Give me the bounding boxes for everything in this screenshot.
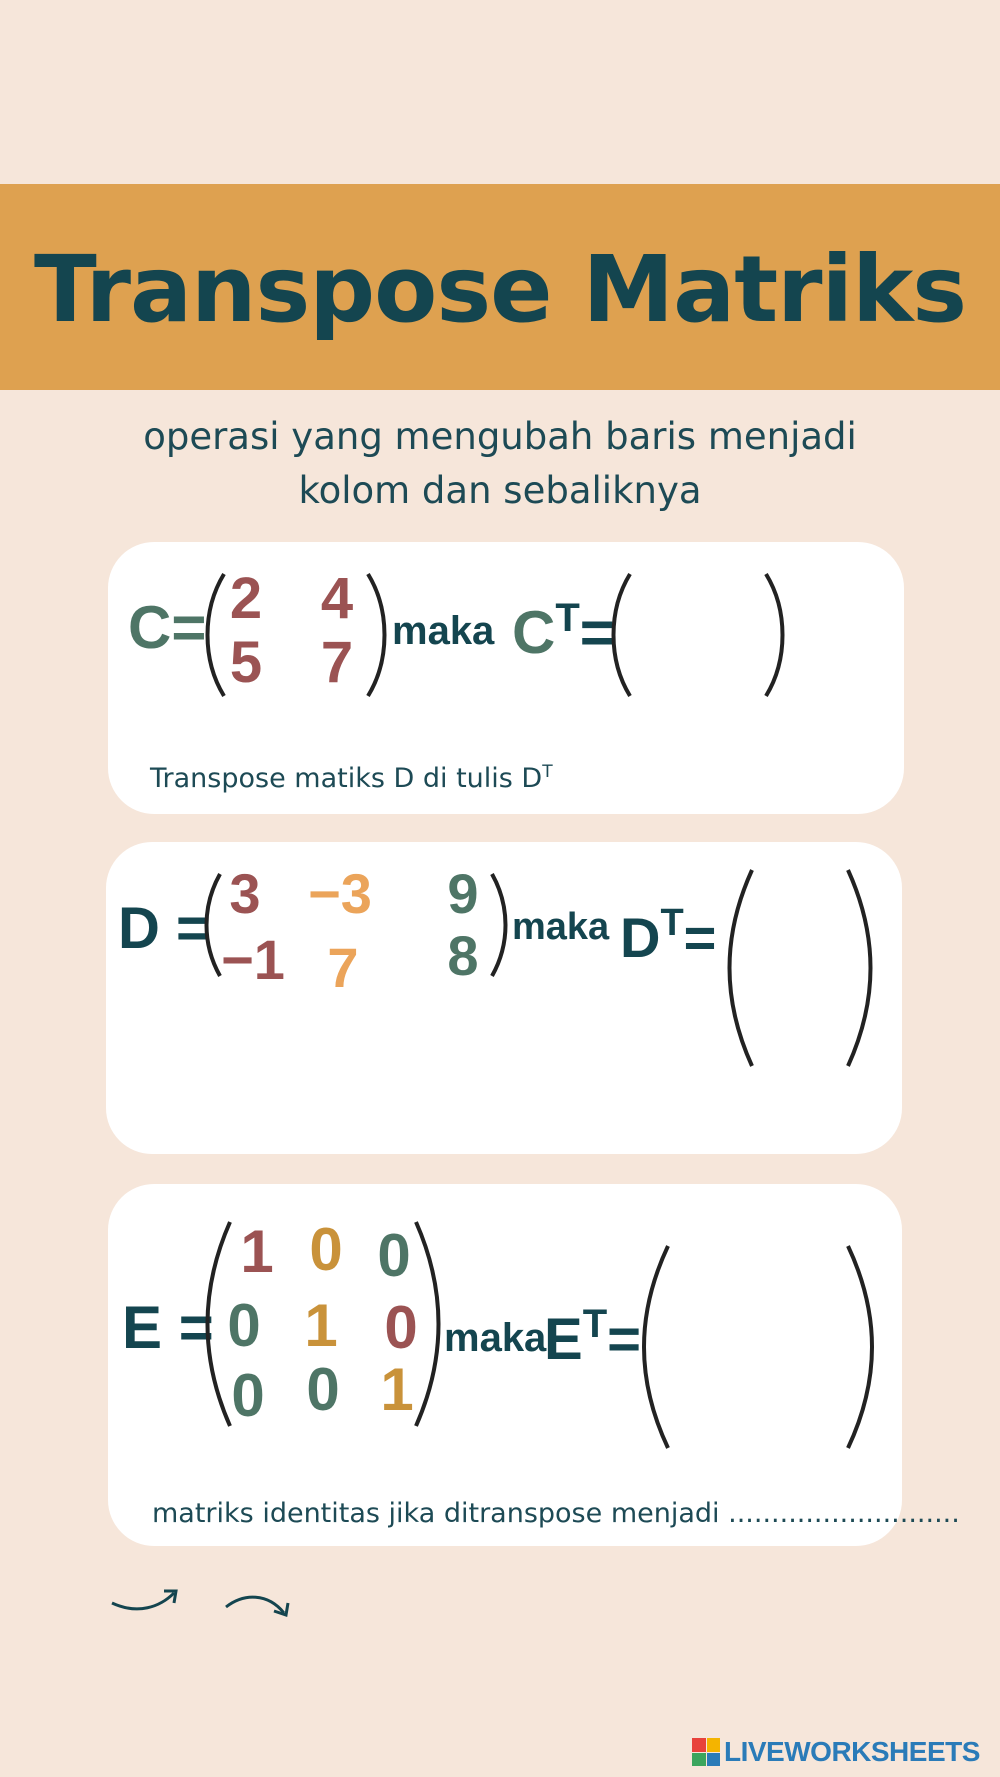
matrix-c-cell: 2 bbox=[229, 566, 263, 631]
matrix-e-cell: 1 bbox=[240, 1218, 274, 1285]
matrix-e-cell: 0 bbox=[306, 1356, 340, 1423]
matrix-d-cell: 8 bbox=[447, 924, 479, 987]
answer-e-left-paren bbox=[632, 1242, 674, 1452]
answer-d-left-paren bbox=[718, 866, 758, 1070]
brand-text: LIVEWORKSHEETS bbox=[724, 1736, 980, 1767]
matrix-c-cell: 5 bbox=[229, 630, 263, 695]
matrix-e-cell: 0 bbox=[309, 1216, 343, 1283]
transpose-e-label bbox=[544, 1302, 641, 1372]
maka-label: maka bbox=[392, 609, 495, 653]
matrix-d-cell: −1 bbox=[221, 928, 285, 991]
liveworksheets-brand bbox=[692, 1736, 980, 1768]
matrix-d-label: D = bbox=[118, 896, 210, 961]
answer-e-input[interactable] bbox=[676, 1256, 836, 1440]
transpose-e-sup: T bbox=[582, 1302, 608, 1346]
transpose-d-equals: = bbox=[683, 906, 717, 969]
answer-c-input[interactable] bbox=[640, 580, 756, 690]
card1-note-sup: T bbox=[542, 762, 553, 782]
transpose-c-label bbox=[512, 596, 615, 666]
matrix-c-cell: 4 bbox=[320, 566, 354, 631]
answer-c-right-paren bbox=[760, 570, 794, 700]
matrix-e-cell: 0 bbox=[377, 1222, 411, 1289]
subtitle bbox=[100, 410, 900, 518]
maka-label: maka bbox=[512, 906, 610, 948]
transpose-c-sup: T bbox=[555, 596, 580, 640]
matrix-e-cell: 1 bbox=[380, 1356, 414, 1423]
matrix-c-right-paren bbox=[362, 570, 396, 700]
decorative-arrows bbox=[108, 1585, 298, 1625]
matrix-d-cell: −3 bbox=[308, 862, 372, 925]
liveworksheets-logo-icon bbox=[692, 1738, 720, 1766]
matrix-d-cell: 9 bbox=[447, 862, 479, 925]
card3-note: matriks identitas jika ditranspose menjadi ........................... bbox=[152, 1498, 960, 1529]
matrix-e-cell: 1 bbox=[304, 1292, 338, 1359]
card1-note-text: Transpose matiks D di tulis D bbox=[150, 763, 543, 794]
matrix-c-cell: 7 bbox=[320, 630, 354, 695]
matrix-d-cell: 3 bbox=[229, 862, 261, 925]
matrix-e-label: E = bbox=[122, 1294, 214, 1361]
answer-e-right-paren bbox=[842, 1242, 884, 1452]
transpose-e-equals: = bbox=[607, 1307, 641, 1372]
transpose-d-label bbox=[620, 902, 717, 969]
answer-d-input[interactable] bbox=[760, 880, 840, 1056]
matrix-e-cell: 0 bbox=[231, 1362, 265, 1429]
transpose-c-base: C bbox=[512, 599, 556, 666]
transpose-e-base: E bbox=[544, 1307, 583, 1372]
card1-note bbox=[150, 762, 553, 794]
subtitle-line-1: operasi yang mengubah baris menjadi bbox=[143, 415, 857, 458]
transpose-d-base: D bbox=[620, 906, 661, 969]
answer-c-left-paren bbox=[602, 570, 636, 700]
subtitle-line-2: kolom dan sebaliknya bbox=[298, 469, 702, 512]
title-banner bbox=[0, 184, 1000, 390]
matrix-e-cell: 0 bbox=[384, 1294, 418, 1361]
page-title: Transpose Matriks bbox=[33, 235, 967, 343]
matrix-d-cell: 7 bbox=[327, 936, 359, 999]
curved-arrow-icon bbox=[112, 1593, 174, 1609]
matrix-e-cell: 0 bbox=[227, 1292, 261, 1359]
maka-label: maka bbox=[444, 1316, 547, 1360]
transpose-d-sup: T bbox=[660, 902, 684, 944]
matrix-c-label: C= bbox=[128, 594, 207, 661]
answer-d-right-paren bbox=[842, 866, 882, 1070]
transpose-c-equals: = bbox=[579, 599, 615, 666]
